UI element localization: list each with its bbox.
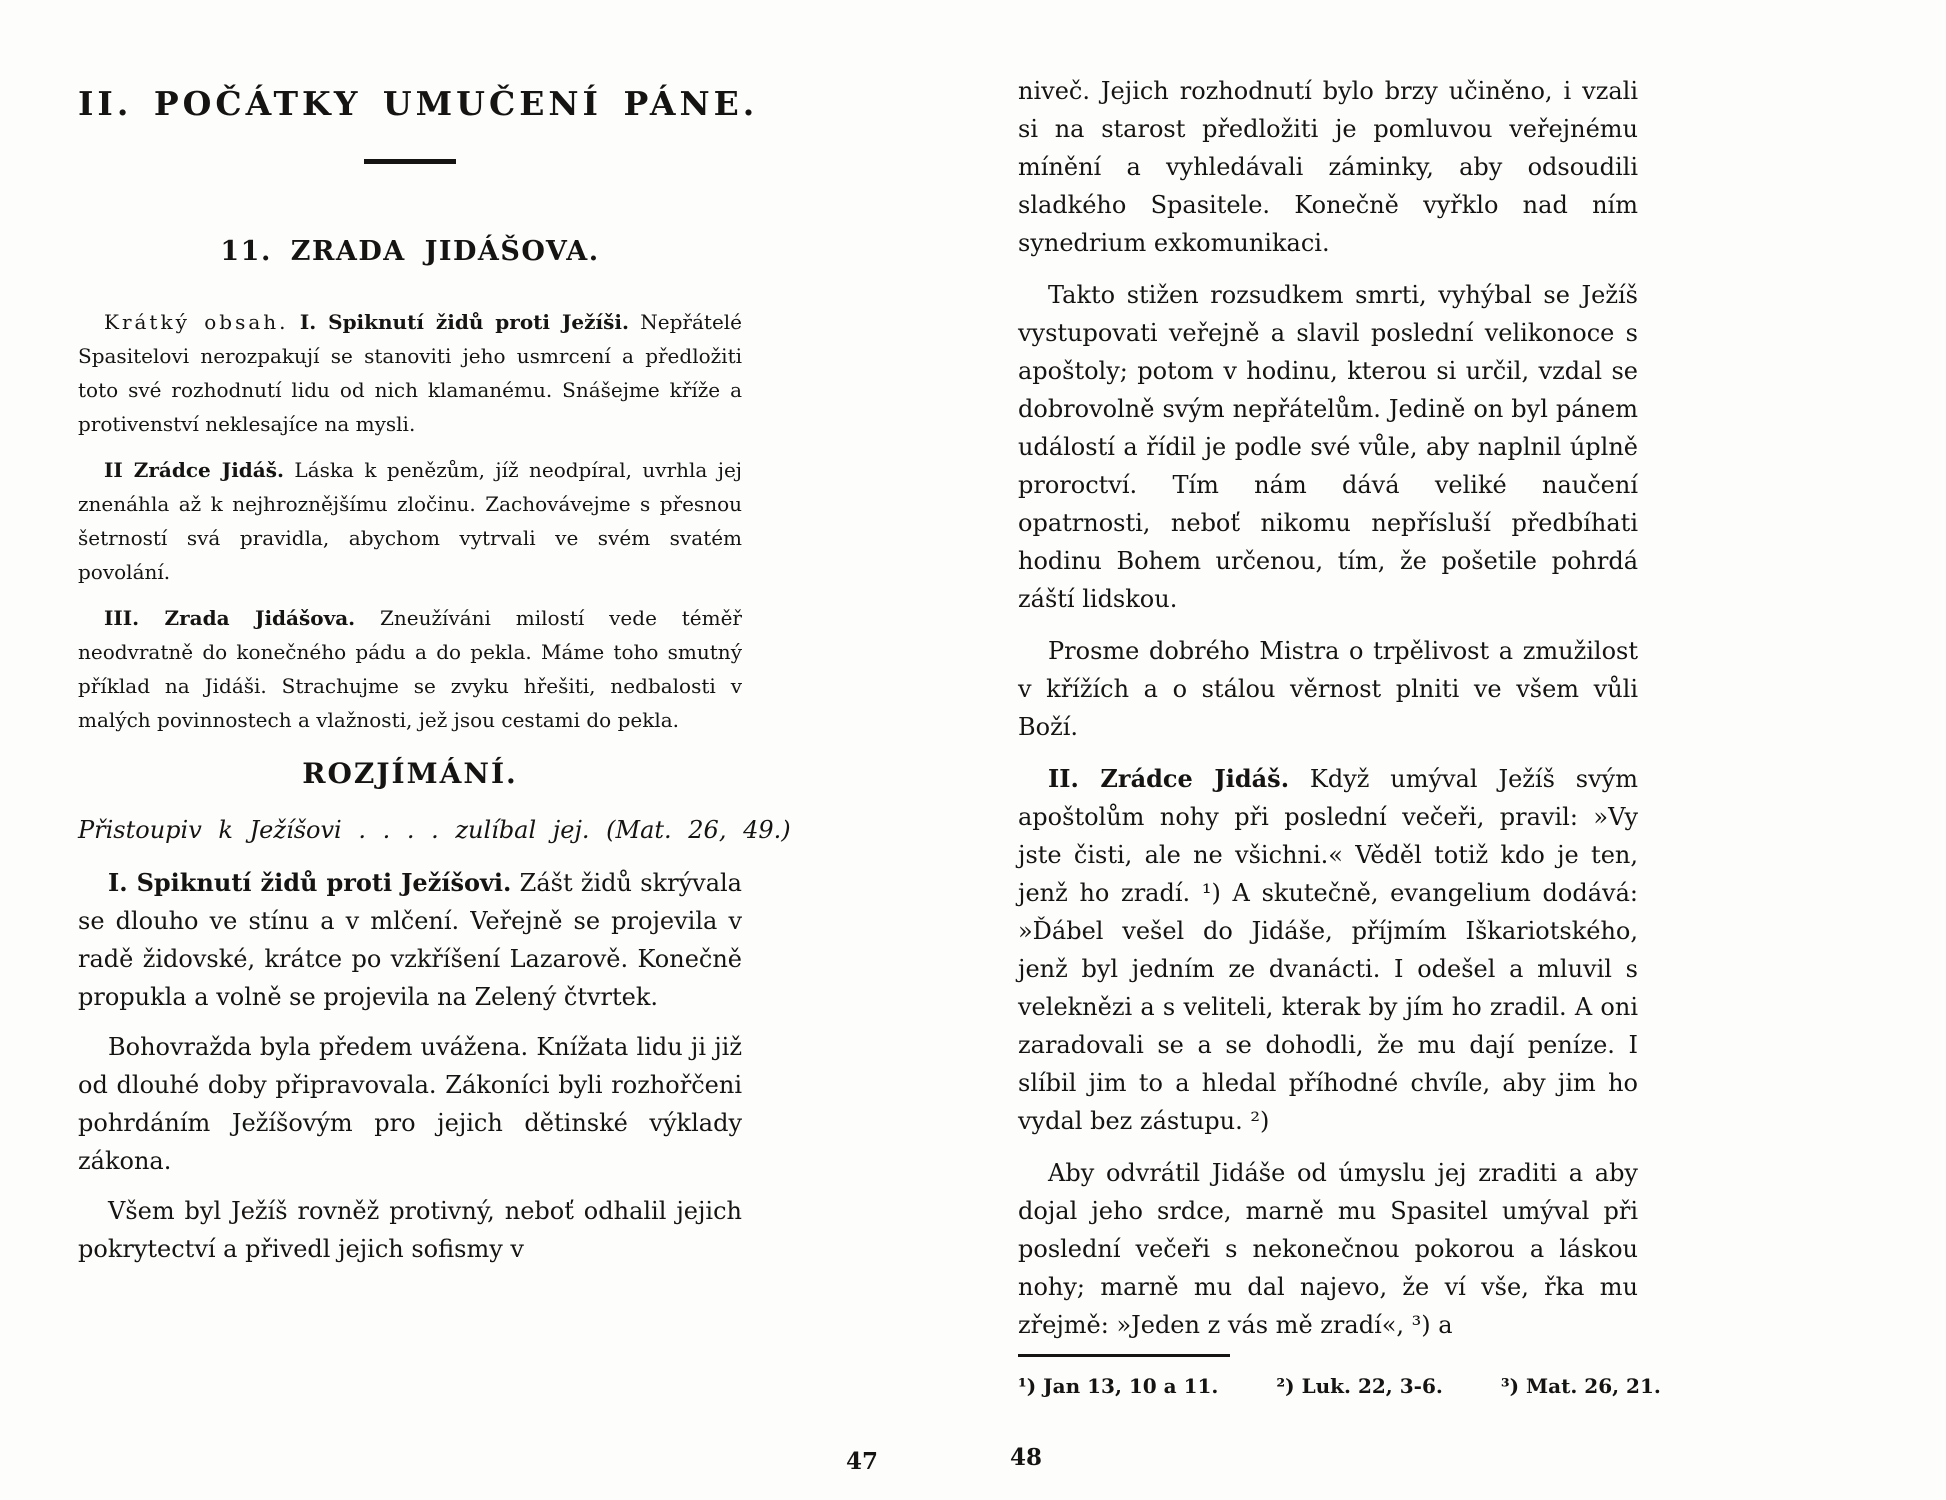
summary-paragraph [78, 305, 742, 441]
summary-text: Láska k penězům, jíž neodpíral, uvrhla jej znenáhla až k nejhroznějšímu zločinu. Zachovávejme s přesnou šetrností svá pravidla, abychom vytrvali ve svém svatém povolání. [78, 458, 743, 584]
paragraph-text: Zášt židů skrývala se dlouho ve stínu a v mlčení. Veřejně se projevila v radě židovské, krátce po vzkříšení Lazarově. Konečně propukla a volně se projevila na Zelený čtvrtek. [78, 869, 742, 1011]
body-paragraph [78, 864, 742, 1016]
paragraph-text: Bohovražda byla předem uvážena. Knížata lidu ji již od dlouhé doby připravovala. Zákoníci byli rozhořčeni pohrdáním Ježíšovým pro jejich dětinské výklady zákona. [78, 1033, 742, 1175]
scripture-quote: Přistoupiv k Ježíšovi . . . . zulíbal jej. (Mat. 26, 49.) [78, 816, 791, 844]
left-page [78, 84, 791, 1268]
right-page [1018, 72, 1638, 1358]
summary-lead-bold: II Zrádce Jidáš. [104, 458, 284, 482]
page-number-left: 47 [846, 1448, 879, 1475]
chapter-title: II. POČÁTKY UMUČENÍ PÁNE. [78, 84, 759, 123]
body-paragraph [1018, 760, 1638, 1140]
footnote-row [1018, 1374, 1661, 1398]
paragraph-text: niveč. Jejich rozhodnutí bylo brzy učiněno, i vzali si na starost předložiti je pomluvou veřejnému mínění a vyhledávali záminky, aby odsoudili sladkého Spasitele. Konečně vyřklo nad ním synedrium exkomunikaci. [1018, 77, 1638, 257]
footnote-item: ³) Mat. 26, 21. [1500, 1374, 1661, 1398]
left-body-text [78, 864, 742, 1268]
paragraph-lead-bold: I. Spiknutí židů proti Ježíšovi. [108, 868, 512, 897]
paragraph-lead-bold: II. Zrádce Jidáš. [1048, 764, 1290, 793]
summary-lead-bold: I. Spiknutí židů proti Ježíši. [299, 310, 629, 334]
paragraph-text: Takto stižen rozsudkem smrti, vyhýbal se Ježíš vystupovati veřejně a slavil poslední velikonoce s apoštoly; potom v hodinu, kterou si určil, vzdal se dobrovolně svým nepřátelům. Jedině on byl pánem událostí a řídil je podle své vůle, aby naplnil úplně proroctví. Tím nám dává veliké naučení opatrnosti, neboť nikomu nepřísluší předbíhati hodinu Bohem určenou, tím, že pošetile pohrdá záští lidskou. [1018, 281, 1638, 613]
body-paragraph [1018, 72, 1638, 262]
title-divider-rule [364, 159, 456, 164]
summary-lead-bold: III. Zrada Jidášova. [104, 606, 356, 630]
footnote-rule [1018, 1354, 1230, 1357]
body-paragraph [1018, 1154, 1638, 1344]
body-paragraph [1018, 276, 1638, 618]
summary-text: Zneužíváni milostí vede téměř neodvratně do konečného pádu a do pekla. Máme toho smutný příklad na Jidáši. Strachujme se zvyku hřešiti, nedbalosti v malých povinnostech a vlažnosti, jež jsou cestami do pekla. [78, 606, 742, 732]
page-number-right: 48 [1010, 1444, 1043, 1471]
summary-block [78, 305, 742, 737]
summary-lead: Krátký obsah. [104, 310, 289, 334]
section-heading: 11. ZRADA JIDÁŠOVA. [220, 236, 600, 267]
body-paragraph [78, 1028, 742, 1180]
paragraph-text: Když umýval Ježíš svým apoštolům nohy při poslední večeři, pravil: »Vy jste čisti, ale ne všichni.« Věděl totiž kdo je ten, jenž ho zradí. ¹) A skutečně, evangelium dodává: »Ďábel vešel do Jidáše, příjmím Iškariotského, jenž byl jedním ze dvanácti. I odešel a mluvil s veleknězi a s veliteli, kterak by jím ho zradil. A oni zaradovali se a se dohodli, že mu dají peníze. I slíbil jim to a hledal příhodné chvíle, aby jim ho vydal bez zástupu. ²) [1018, 765, 1638, 1135]
footnote-item: ¹) Jan 13, 10 a 11. [1018, 1374, 1219, 1398]
summary-text: Nepřátelé Spasitelovi nerozpakují se stanoviti jeho usmrcení a předložiti toto své rozhodnutí lidu od nich klamanému. Snášejme kříže a protivenství neklesajíce na mysli. [78, 310, 743, 436]
paragraph-text: Aby odvrátil Jidáše od úmyslu jej zraditi a aby dojal jeho srdce, marně mu Spasitel umýval při poslední večeři s nekonečnou pokorou a láskou nohy; marně mu dal najevo, že ví vše, řka mu zřejmě: »Jeden z vás mě zradí«, ³) a [1018, 1159, 1638, 1339]
body-paragraph [78, 1192, 742, 1268]
paragraph-text: Všem byl Ježíš rovněž protivný, neboť odhalil jejich pokrytectví a přivedl jejich sofismy v [78, 1197, 742, 1263]
body-paragraph [1018, 632, 1638, 746]
footnote-item: ²) Luk. 22, 3-6. [1276, 1374, 1443, 1398]
meditation-heading: ROZJÍMÁNÍ. [302, 757, 518, 790]
summary-paragraph [78, 453, 742, 589]
paragraph-text: Prosme dobrého Mistra o trpělivost a zmužilost v křížích a o stálou věrnost plniti ve všem vůli Boží. [1018, 637, 1638, 741]
summary-paragraph [78, 601, 742, 737]
footnotes-block [1018, 1354, 1661, 1398]
